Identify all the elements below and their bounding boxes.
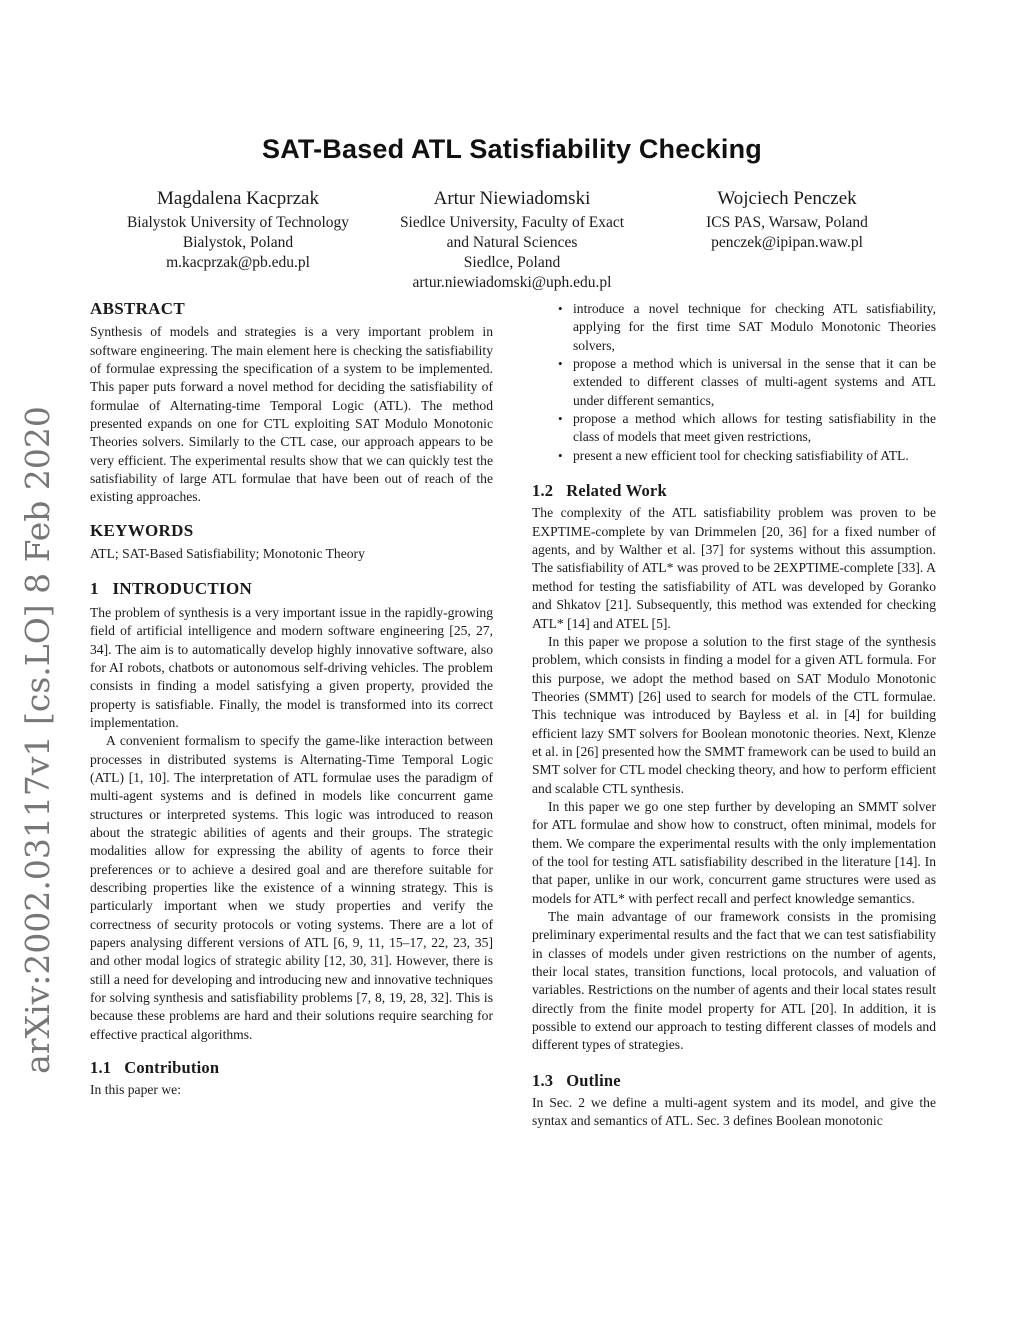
author-2 xyxy=(382,186,642,293)
paper-title: SAT-Based ATL Satisfiability Checking xyxy=(261,134,762,164)
author-name: Artur Niewiadomski xyxy=(433,188,591,209)
author-1 xyxy=(108,186,368,273)
author-email[interactable]: artur.niewiadomski@uph.edu.pl xyxy=(412,274,612,291)
keywords-text: ATL; SAT-Based Satisfiability; Monotonic Theory xyxy=(90,546,365,562)
author-name: Wojciech Penczek xyxy=(717,188,857,209)
introduction-heading: 1 INTRODUCTION xyxy=(90,579,253,599)
contribution-lead: In this paper we: xyxy=(90,1082,181,1098)
list-item: • present a new efficient tool for checking satisfiability of ATL. xyxy=(532,447,936,465)
abstract-text: Synthesis of models and strategies is a very important problem in software engineering. The main element here is checking the satisfiability of formulae expressing the specification of a system to be implemented. This paper puts forward a novel method for deciding the satisfiability of formulae of Alternating-time Temporal Logic (ATL). The method presented expands on one for CTL exploiting SAT Modulo Monotonic Theories solvers. Similarly to the CTL case, our approach appears to be very efficient. The experimental results show that we can quickly test the satisfiability of large ATL formulae that have been out of reach of the existing approaches. xyxy=(90,324,493,505)
related-work-paragraph: In this paper we propose a solution to the first stage of the synthesis problem, which consists in finding a model for a given ATL formula. For this purpose, we adopt the method based on SAT Modulo Monotonic Theories (SMMT) [26] used to search for models of the CTL formulae. This technique was introduced by Bayless et al. in [4] for building efficient lazy SMT solvers for Boolean monotonic theories. Next, Klenze et al. in [26] presented how the SMMT framework can be used to build an SMT solver for CTL model checking theory, and how to perform efficient and scalable CTL synthesis. xyxy=(532,633,936,796)
outline-text: In Sec. 2 we define a multi-agent system and its model, and give the syntax and semantics of ATL. Sec. 3 defines Boolean monotonic xyxy=(532,1095,936,1129)
list-item: • propose a method which is universal in the sense that it can be extended to different classes of multi-agent systems and ATL under different semantics, xyxy=(558,356,936,408)
contribution-list xyxy=(532,300,936,465)
author-email[interactable]: m.kacprzak@pb.edu.pl xyxy=(166,254,310,271)
related-work-paragraph: The complexity of the ATL satisfiability problem was proven to be EXPTIME-complete by van Drimmelen [20, 36] for a fixed number of agents, and by Walther et al. [37] for systems without this assumption. The satisfiability of ATL* was proved to be 2EXPTIME-complete [33]. A method for testing the satisfiability of ATL was developed by Goranko and Shkatov [21]. Subsequently, this method was extended for checking ATL* [14] and ATEL [5]. xyxy=(532,505,936,631)
abstract-heading: ABSTRACT xyxy=(90,299,185,318)
list-item: • propose a method which allows for testing satisfiability in the class of models that meet given restrictions, xyxy=(558,411,936,445)
bullet-icon: • xyxy=(558,411,563,427)
related-work-paragraph: In this paper we go one step further by developing an SMMT solver for ATL formulae and show how to construct, often minimal, models for them. We compare the experimental results with the only implementation of the tool for testing ATL satisfiability described in the literature [14]. In that paper, unlike in our work, concurrent game structures were used as models for ATL* with perfect recall and perfect knowledge semantics. xyxy=(532,798,936,906)
arxiv-identifier: arXiv:2002.03117v1 [cs.LO] 8 Feb 2020 xyxy=(18,406,57,1074)
bullet-icon: • xyxy=(558,301,563,316)
author-location: Bialystok, Poland xyxy=(182,234,294,251)
contribution-heading: 1.1 Contribution xyxy=(90,1058,220,1078)
author-email[interactable]: penczek@ipipan.waw.pl xyxy=(711,234,863,251)
author-location: Siedlce, Poland xyxy=(463,254,561,271)
introduction-paragraph: A convenient formalism to specify the game-like interaction between processes in distributed systems is Alternating-Time Temporal Logic (ATL) [1, 10]. The interpretation of ATL formulae uses the paradigm of multi-agent systems and is defined in models like concurrent game structures or interpreted systems. This logic was introduced to reason about the strategic abilities of agents and their groups. The strategic modalities allow for expressing the ability of agents to force their preferences or to achieve a desired goal and are therefore suitable for describing properties like the existence of a winning strategy. This is particularly important when we study properties and verify the correctness of security protocols or voting systems. There are a lot of papers analysing different versions of ATL [6, 9, 11, 15–17, 22, 23, 35] and other modal logics of strategic ability [12, 30, 31]. However, there is still a need for developing and introducing new and innovative techniques for solving synthesis and satisfiability problems [7, 8, 19, 28, 32]. This is because these problems are hard and their solutions require searching for effective practical algorithms. xyxy=(90,733,493,1042)
author-affiliation: Siedlce University, Faculty of Exact xyxy=(399,214,625,231)
left-column xyxy=(90,300,493,1100)
author-3 xyxy=(657,186,917,253)
author-name: Magdalena Kacprzak xyxy=(157,188,319,209)
keywords-heading: KEYWORDS xyxy=(90,520,194,540)
right-column xyxy=(532,300,936,1131)
related-work-heading: 1.2 Related Work xyxy=(532,481,667,501)
related-work-paragraph: The main advantage of our framework consists in the promising preliminary experimental results and the fact that we can test satisfiability in classes of models under given restrictions on the number of agents, their local states, transition functions, local protocols, and valuation of variables. Restrictions on the number of agents and their local states result directly from the finite model property for ATL [20]. In addition, it is possible to extend our approach to testing different classes of models and different types of strategies. xyxy=(532,909,936,1053)
author-affiliation: Bialystok University of Technology xyxy=(126,214,350,231)
author-affiliation: ICS PAS, Warsaw, Poland xyxy=(706,214,868,231)
outline-heading: 1.3 Outline xyxy=(532,1070,621,1090)
author-affiliation: and Natural Sciences xyxy=(446,234,578,251)
bullet-icon: • xyxy=(558,356,563,372)
introduction-paragraph: The problem of synthesis is a very important issue in the rapidly-growing field of artificial intelligence and modern software engineering [25, 27, 34]. The aim is to automatically develop highly innovative software, also for AI robots, chatbots or autonomous self-driving vehicles. The problem consists in finding a model satisfying a given property, provided the property is satisfiable. Finally, the model is transformed into its correct implementation. xyxy=(90,604,493,730)
list-item: • introduce a novel technique for checking ATL satisfiability, applying for the first time SAT Modulo Monotonic Theories solvers, xyxy=(558,301,936,353)
bullet-icon: • xyxy=(558,447,563,463)
